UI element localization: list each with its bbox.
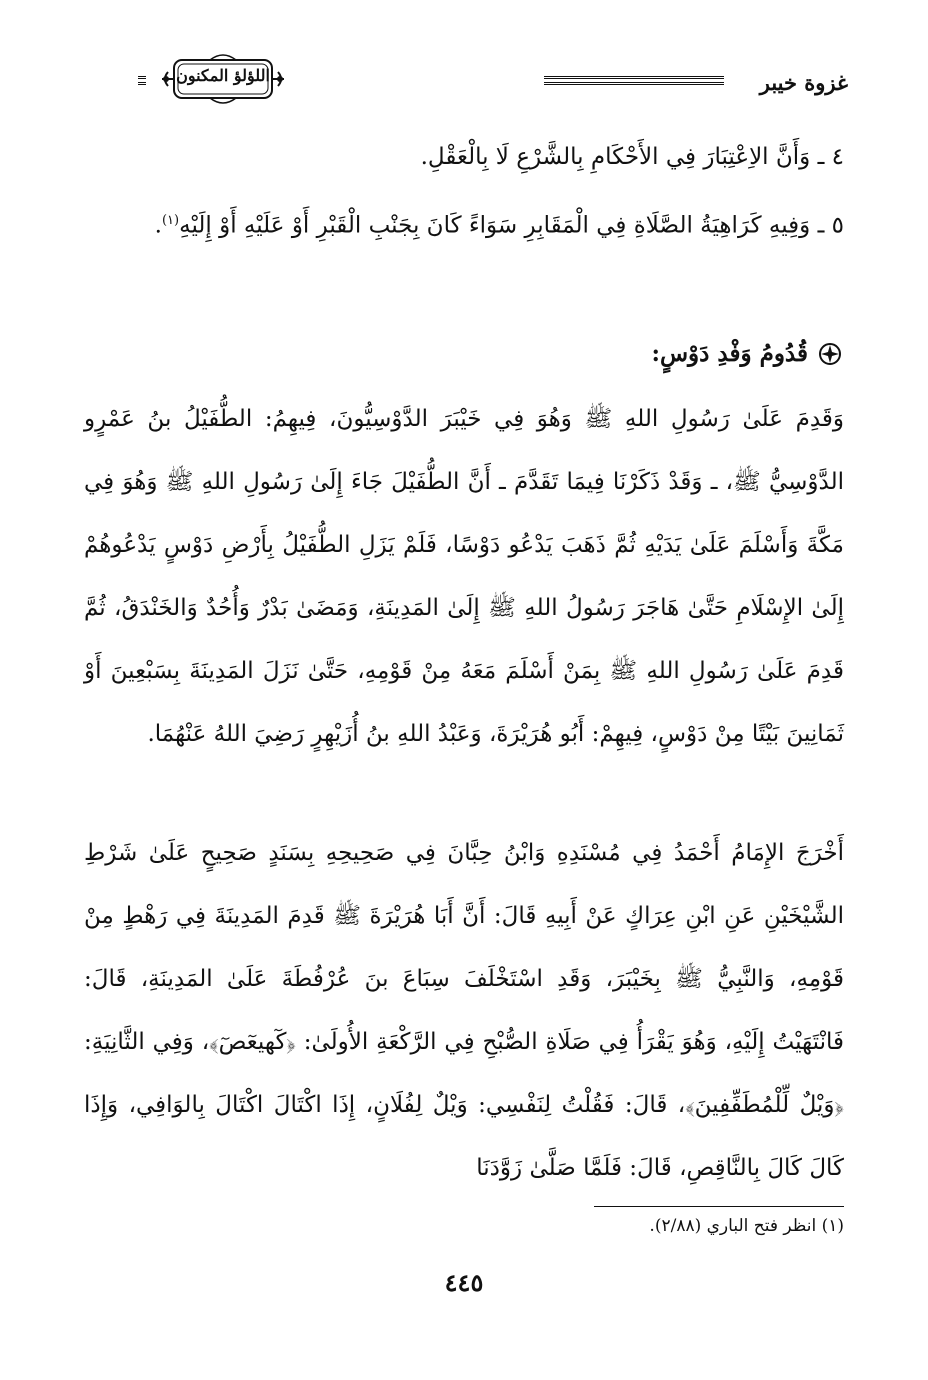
book-title-ornament [160,50,286,108]
paragraph-1 [84,388,844,766]
point-4: ٤ ـ وَأَنَّ الاِعْتِبَارَ فِي الأَحْكَامِ بِالشَّرْعِ لَا بِالْعَقْلِ. [420,144,844,170]
point-5-end: . [154,212,162,239]
section-heading [651,340,842,367]
page-number: ٤٤٥ [444,1268,484,1297]
header-rule-left [138,76,146,85]
paragraph-1-text: وَقَدِمَ عَلَىٰ رَسُولِ اللهِ ﷺ وَهُوَ فِي خَيْبَرَ الدَّوْسِيُّونَ، فِيهِمُ: الطُّفَيْلُ بنُ عَمْرٍو الدَّوْسِيُّ ﷺ، ـ وَقَدْ ذَكَرْنَا فِيمَا تَقَدَّمَ ـ أَنَّ الطُّفَيْلَ جَاءَ إِلَىٰ رَسُولِ اللهِ ﷺ وَهُوَ فِي مَكَّةَ وَأَسْلَمَ عَلَىٰ يَدَيْهِ ثُمَّ ذَهَبَ يَدْعُو دَوْسًا، فَلَمْ يَزَلِ الطُّفَيْلُ بِأَرْضِ دَوْسٍ يَدْعُوهُمْ إِلَىٰ الإِسْلَامِ حَتَّىٰ هَاجَرَ رَسُولُ اللهِ ﷺ إِلَىٰ المَدِينَةِ، وَمَضَىٰ بَدْرٌ وَأُحُدٌ وَالخَنْدَقُ، ثُمَّ قَدِمَ عَلَىٰ رَسُولِ اللهِ ﷺ بِمَنْ أَسْلَمَ مَعَهُ مِنْ قَوْمِهِ، حَتَّىٰ نَزَلَ المَدِينَةَ بِسَبْعِينَ أَوْ ثَمَانِينَ بَيْتًا مِنْ دَوْسٍ، فِيهِمْ: أَبُو هُرَيْرَةَ، وَعَبْدُ اللهِ بنُ أُزَيْهِرٍ رَضِيَ اللهُ عَنْهُمَا. [84,406,844,747]
point-5 [84,189,844,258]
running-header [88,48,848,118]
footnote-separator [594,1206,844,1207]
chapter-title: غزوة خيبر [759,70,848,95]
paragraph-2 [84,822,844,1200]
book-title: اللؤلؤ المكنون [176,66,270,85]
numbered-points [84,126,844,258]
footnote-marker: (١) [161,213,180,228]
point-5-text: ٥ ـ وَفِيهِ كَرَاهِيَةُ الصَّلَاةِ فِي الْمَقَابِرِ سَوَاءً كَانَ بِجَنْبِ الْقَبْرِ أَوْ عَلَيْهِ أَوْ إِلَيْهِ [179,212,844,239]
footnote: (١) انظر فتح الباري (٢/٨٨). [649,1216,844,1236]
paragraph-2-text: أَخْرَجَ الإِمَامُ أَحْمَدُ فِي مُسْنَدِهِ وَابْنُ حِبَّانَ فِي صَحِيحِهِ بِسَنَدٍ صَحِيحٍ عَلَىٰ شَرْطِ الشَّيْخَيْنِ عَنِ ابْنِ عِرَاكٍ عَنْ أَبِيهِ قَالَ: أَنَّ أَبَا هُرَيْرَةَ ﷺ قَدِمَ المَدِينَةَ فِي رَهْطٍ مِنْ قَوْمِهِ، وَالنَّبِيُّ ﷺ بِخَيْبَرَ، وَقَدِ اسْتَخْلَفَ سِبَاعَ بنَ عُرْفُطَةَ عَلَىٰ المَدِينَةِ، قَالَ: فَانْتَهَيْتُ إِلَيْهِ، وَهُوَ يَقْرَأُ فِي صَلَاةِ الصُّبْحِ فِي الرَّكْعَةِ الأُولَىٰ: ﴿كٓهيعٓصٓ﴾، وَفِي الثَّانِيَةِ: ﴿وَيْلٌ لِّلْمُطَفِّفِينَ﴾، قَالَ: فَقُلْتُ لِنَفْسِي: وَيْلٌ لِفُلَانٍ، إِذَا اكْتَالَ اكْتَالَ بِالوَافِي، وَإِذَا كَالَ كَالَ بِالنَّاقِصِ، قَالَ: فَلَمَّا صَلَّىٰ زَوَّدَنَا [84,840,844,1181]
flower-bullet-icon [818,342,842,366]
section-heading-text: قُدُومُ وَفْدِ دَوْسٍ: [651,340,808,367]
header-rule-right [544,76,724,85]
